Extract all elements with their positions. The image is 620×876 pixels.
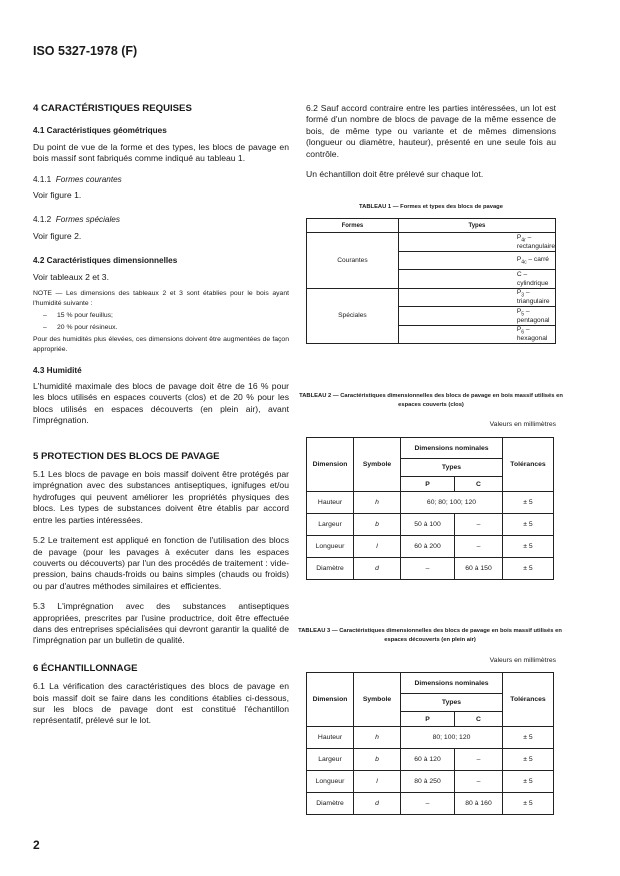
standard-header: ISO 5327-1978 (F) <box>33 44 138 58</box>
table1-type-2: $P_{4c}$ – carré <box>398 251 555 270</box>
table3-cell-dim: Longueur <box>307 771 354 793</box>
section-4-1-2-number: 4.1.2 <box>33 215 52 225</box>
note-item-2-text: 20 % pour résineux. <box>57 323 118 331</box>
table3-cell-p: 60 à 120 <box>401 749 455 771</box>
section-4-2-text: Voir tableaux 2 et 3. <box>33 271 109 282</box>
table2-cell-dim: Largeur <box>307 514 354 536</box>
table1-header-formes: Formes <box>307 219 399 233</box>
table2-cell-sym: l <box>354 536 401 558</box>
table3-cell-c: 80 à 160 <box>455 793 503 815</box>
note-after-text: Pour des humidités plus élevées, ces dimensions doivent être augmentées de façon appropriée. <box>33 336 289 354</box>
table3-cell-sym: d <box>354 793 401 815</box>
table-row <box>307 771 554 793</box>
section-4-1-title: 4.1 Caractéristiques géométriques <box>33 126 167 136</box>
table-row <box>307 793 554 815</box>
table1-type-5: $P_5$ – pentagonal <box>398 307 555 326</box>
note-item-2: – 20 % pour résineux. <box>43 323 118 331</box>
table3-cell-sym: l <box>354 771 401 793</box>
table2-cell-sym: d <box>354 558 401 580</box>
section-4-1-2-text: Voir figure 2. <box>33 230 82 241</box>
table2-cell-p: – <box>401 558 455 580</box>
section-4-1-1-title <box>33 174 289 185</box>
table3-header-symbole: Symbole <box>354 673 401 727</box>
table3-header-row-1 <box>307 673 554 694</box>
section-4-1-2-title <box>33 214 289 225</box>
table2-header-row-1 <box>307 438 554 459</box>
table3-header-c: C <box>455 712 503 727</box>
table3-cell-dim: Largeur <box>307 749 354 771</box>
left-column <box>33 103 289 727</box>
table2-cell-tol: ± 5 <box>503 492 554 514</box>
table3-cell-tol: ± 5 <box>503 793 554 815</box>
table-row <box>307 558 554 580</box>
table-row <box>307 288 556 307</box>
table2-caption: TABLEAU 2 — Caractéristiques dimensionnelles des blocs de pavage en bois massif utilisés en espaces couverts (clos) <box>299 393 563 408</box>
table2-cell-p: 60 à 200 <box>401 536 455 558</box>
table2-header-tolerances: Tolérances <box>503 438 554 492</box>
section-5-2-text: 5.2 Le traitement est appliqué en fonction de l'utilisation des blocs de pavage (pour les pavages à exécuter dans les espaces couverts ou découverts) par l'un des procédés de traitement : vide-pression, bains chauds-froids ou bains simples (chauds ou froids) ou par d'autres méthodes similaires et efficientes. <box>33 535 289 591</box>
table2-cell-value: 60; 80; 100; 120 <box>401 492 503 514</box>
table2-header-c: C <box>455 477 503 492</box>
section-6-title: 6 ÉCHANTILLONNAGE <box>33 662 138 674</box>
table3-cell-tol: ± 5 <box>503 749 554 771</box>
table3-units: Valeurs en millimètres <box>489 657 556 664</box>
table3-header-p: P <box>401 712 455 727</box>
table2-cell-dim: Diamètre <box>307 558 354 580</box>
section-4-1-2-name: Formes spéciales <box>55 215 120 225</box>
table3-cell-sym: b <box>354 749 401 771</box>
table2-cell-dim: Hauteur <box>307 492 354 514</box>
table2-header-symbole: Symbole <box>354 438 401 492</box>
table2-header-p: P <box>401 477 455 492</box>
section-4-3-text: L'humidité maximale des blocs de pavage doit être de 16 % pour les blocs utilisés en espaces couverts (clos) et de 20 % pour les blocs utilisés en espaces découverts (en plein air), avant l'imprégnation. <box>33 381 289 426</box>
table2-cell-tol: ± 5 <box>503 514 554 536</box>
section-4-1-1-name: Formes courantes <box>55 174 122 184</box>
table-row <box>307 233 556 252</box>
table1-group-speciales: Spéciales <box>307 288 399 344</box>
table1 <box>306 218 556 344</box>
section-6-2-text-2: Un échantillon doit être prélevé sur chaque lot. <box>306 169 484 180</box>
table1-type-4: $P_3$ – triangulaire <box>398 288 555 307</box>
table3 <box>306 672 554 815</box>
note-item-1: – 15 % pour feuillus; <box>43 312 113 320</box>
section-6-2-text: 6.2 Sauf accord contraire entre les parties intéressées, un lot est formé d'un nombre de blocs de pavage de la même essence de bois, de même type ou variante et de mêmes dimensions (longueur ou diamètre, hauteur), présenté en une seule fois au contrôle. <box>306 103 556 159</box>
table2-cell-tol: ± 5 <box>503 536 554 558</box>
page-number: 2 <box>33 838 40 852</box>
table2-header-types: Types <box>401 459 503 477</box>
table2-header-nominales: Dimensions nominales <box>401 438 503 459</box>
section-4-title: 4 CARACTÉRISTIQUES REQUISES <box>33 103 192 114</box>
section-5-title: 5 PROTECTION DES BLOCS DE PAVAGE <box>33 450 220 462</box>
table1-caption: TABLEAU 1 — Formes et types des blocs de pavage <box>359 204 503 210</box>
table3-cell-value: 80; 100; 120 <box>401 727 503 749</box>
table1-type-1: $P_{4r}$ – rectangulaire <box>398 233 555 252</box>
table1-header-types: Types <box>398 219 555 233</box>
table2-header-dimension: Dimension <box>307 438 354 492</box>
table3-cell-tol: ± 5 <box>503 727 554 749</box>
table-row <box>307 749 554 771</box>
table3-header-tolerances: Tolérances <box>503 673 554 727</box>
table3-cell-dim: Hauteur <box>307 727 354 749</box>
table3-cell-c: – <box>455 771 503 793</box>
table2-cell-p: 50 à 100 <box>401 514 455 536</box>
section-5-1-text: 5.1 Les blocs de pavage en bois massif doivent être protégés par imprégnation avec des substances antiseptiques, ignifuges et/ou hydrofuges qui peuvent améliorer les propriétés physiques des blocs. Les types de substances doivent être établis par accord entre les parties intéressées. <box>33 469 289 525</box>
table2-cell-tol: ± 5 <box>503 558 554 580</box>
table3-cell-c: – <box>455 749 503 771</box>
note-item-1-text: 15 % pour feuillus; <box>57 312 113 320</box>
table2-cell-c: – <box>455 514 503 536</box>
table-row <box>307 727 554 749</box>
table3-header-types: Types <box>401 694 503 712</box>
table2 <box>306 437 554 580</box>
table3-cell-dim: Diamètre <box>307 793 354 815</box>
table2-cell-c: – <box>455 536 503 558</box>
section-4-1-1-text: Voir figure 1. <box>33 190 82 201</box>
table1-group-courantes: Courantes <box>307 233 399 289</box>
table3-cell-p: 80 à 250 <box>401 771 455 793</box>
table3-header-dimension: Dimension <box>307 673 354 727</box>
table3-cell-tol: ± 5 <box>503 771 554 793</box>
section-6-1-text: 6.1 La vérification des caractéristiques des blocs de pavage en bois massif doit se faire dans les conditions établies ci-dessous, sur les blocs de pavage dont est constitué l'échantillon représentatif, prélevé sur le lot. <box>33 681 289 726</box>
table2-cell-sym: h <box>354 492 401 514</box>
table1-header-row <box>307 219 556 233</box>
table1-type-6: $P_6$ – hexagonal <box>398 325 555 344</box>
section-4-3-title: 4.3 Humidité <box>33 365 82 375</box>
table-row <box>307 514 554 536</box>
note-text: NOTE — Les dimensions des tableaux 2 et 3 sont établies pour le bois ayant l'humidité suivante : <box>33 290 289 307</box>
section-4-1-1-number: 4.1.1 <box>33 174 52 184</box>
table1-type-3: C – cylindrique <box>398 270 555 289</box>
section-5-3-text: 5.3 L'imprégnation avec des substances antiseptiques appropriées, prescrites par l'usine productrice, doit être effectuée dans des entreprises spécialisées qui devront garantir la qualité de l'imprégnation par un bulletin de qualité. <box>33 601 289 646</box>
table3-cell-sym: h <box>354 727 401 749</box>
table2-cell-c: 60 à 150 <box>455 558 503 580</box>
table2-units: Valeurs en millimètres <box>489 421 556 428</box>
table2-cell-sym: b <box>354 514 401 536</box>
table3-caption: TABLEAU 3 — Caractéristiques dimensionnelles des blocs de pavage en bois massif utilisés en espaces découverts (en plein air) <box>298 628 562 643</box>
section-4-2-title: 4.2 Caractéristiques dimensionnelles <box>33 256 178 266</box>
table-row <box>307 492 554 514</box>
table3-cell-p: – <box>401 793 455 815</box>
section-4-1-text: Du point de vue de la forme et des types, les blocs de pavage en bois massif sont fabriqués comme indiqué au tableau 1. <box>33 141 289 164</box>
table2-cell-dim: Longueur <box>307 536 354 558</box>
table3-header-nominales: Dimensions nominales <box>401 673 503 694</box>
right-column <box>306 103 556 180</box>
table-row <box>307 536 554 558</box>
